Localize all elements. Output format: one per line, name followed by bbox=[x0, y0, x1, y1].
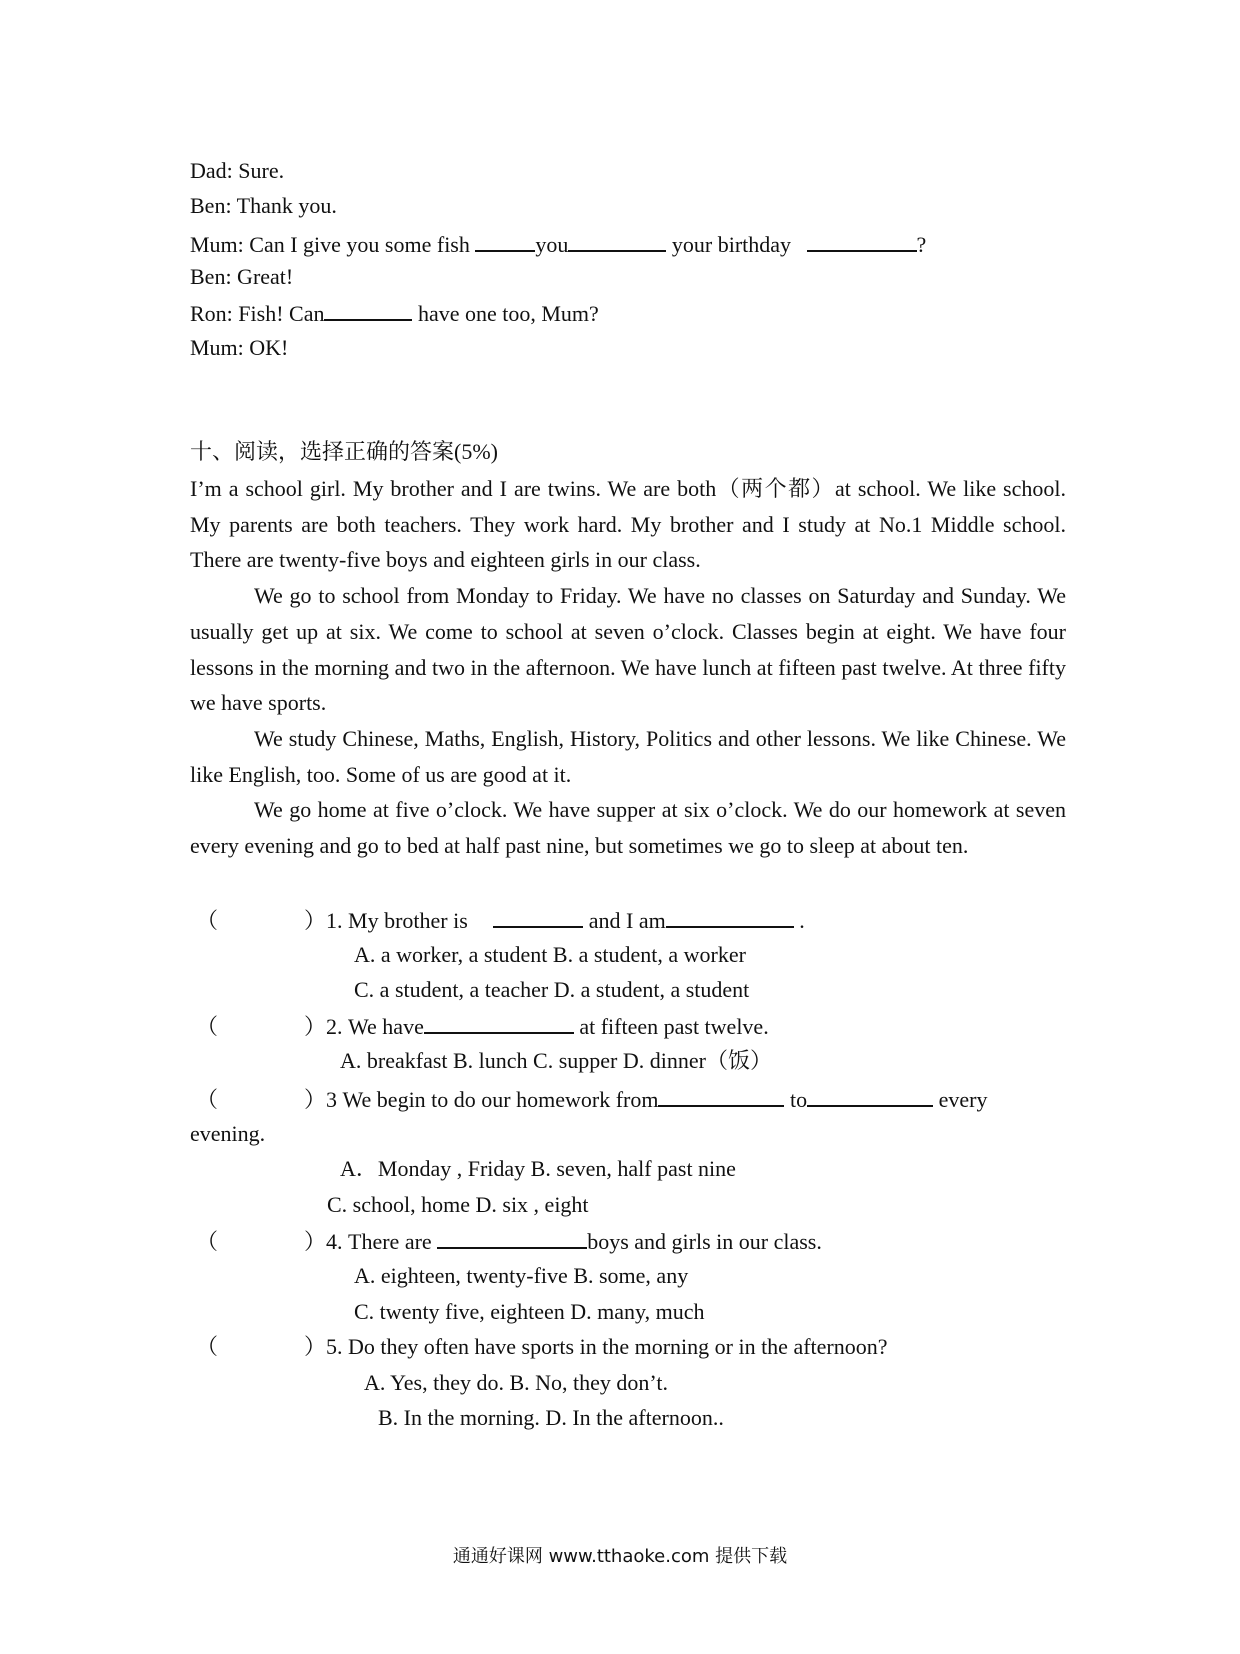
answer-blank[interactable] bbox=[475, 228, 535, 252]
answer-blank[interactable] bbox=[807, 1083, 933, 1107]
question-text: 3 We begin to do our homework from bbox=[326, 1087, 659, 1112]
question-text: . bbox=[793, 908, 805, 933]
question-text: 5. Do they often have sports in the morning or in the afternoon? bbox=[326, 1334, 888, 1359]
paren-open: （ bbox=[196, 908, 219, 933]
question-5-options-cd: B. In the morning. D. In the afternoon.. bbox=[378, 1405, 724, 1430]
question-text: 4. There are bbox=[326, 1229, 438, 1254]
question-text: at fifteen past twelve. bbox=[573, 1014, 769, 1039]
question-5-options-ab: A. Yes, they do. B. No, they don’t. bbox=[364, 1370, 668, 1395]
paren-close: ） bbox=[304, 1087, 327, 1112]
paren-open: （ bbox=[196, 1014, 219, 1039]
paren-open: （ bbox=[196, 1334, 219, 1359]
question-1-options-ab: A. a worker, a student B. a student, a worker bbox=[354, 942, 746, 967]
question-1-options-cd: C. a student, a teacher D. a student, a student bbox=[354, 977, 750, 1002]
dialogue-text: you bbox=[535, 232, 569, 257]
dialogue-line-mum-ok: Mum: OK! bbox=[190, 335, 289, 360]
answer-blank[interactable] bbox=[437, 1225, 587, 1249]
dialogue-line-mum-fish bbox=[190, 228, 926, 260]
dialogue-line-ben-thanks: Ben: Thank you. bbox=[190, 193, 337, 218]
dialogue-text: your birthday bbox=[666, 232, 797, 257]
page-footer: 通通好课网 www.tthaoke.com 提供下载 bbox=[452, 1546, 788, 1567]
dialogue-line-ron bbox=[190, 297, 599, 329]
answer-blank[interactable] bbox=[493, 904, 583, 928]
question-1 bbox=[196, 904, 805, 936]
reading-passage bbox=[190, 471, 1066, 864]
paren-close: ） bbox=[304, 1014, 327, 1039]
question-text: 2. We have bbox=[326, 1014, 424, 1039]
answer-blank[interactable] bbox=[324, 297, 412, 321]
question-2 bbox=[196, 1010, 769, 1042]
question-3 bbox=[196, 1083, 987, 1115]
question-text: boys and girls in our class. bbox=[587, 1229, 822, 1254]
answer-blank[interactable] bbox=[424, 1010, 574, 1034]
passage-paragraph: We study Chinese, Maths, English, History, Politics and other lessons. We like Chinese. We like English, too. Some of us are good at it. bbox=[190, 725, 1066, 787]
question-3-options-ab: A．Monday , Friday B. seven, half past nine bbox=[340, 1156, 736, 1181]
question-3-options-cd: C. school, home D. six , eight bbox=[327, 1192, 589, 1217]
answer-blank[interactable] bbox=[807, 228, 917, 252]
answer-blank[interactable] bbox=[666, 904, 794, 928]
paren-open: （ bbox=[196, 1087, 219, 1112]
question-text: 1. My brother is bbox=[326, 908, 474, 933]
paren-close: ） bbox=[304, 1229, 327, 1254]
answer-blank[interactable] bbox=[658, 1083, 784, 1107]
paren-close: ） bbox=[304, 908, 327, 933]
question-text: and I am bbox=[583, 908, 666, 933]
question-text: every bbox=[933, 1087, 988, 1112]
question-5 bbox=[196, 1332, 888, 1362]
passage-paragraph: We go to school from Monday to Friday. We have no classes on Saturday and Sunday. We usually get up at six. We come to school at seven o’clock. Classes begin at eight. We have four lessons in the morning and two in the afternoon. We have lunch at fifteen past twelve. At three fifty we have sports. bbox=[190, 583, 1066, 716]
passage-paragraph: We go home at five o’clock. We have supper at six o’clock. We do our homework at seven every evening and go to bed at half past nine, but sometimes we go to sleep at about ten. bbox=[190, 797, 1066, 859]
dialogue-text: ? bbox=[916, 232, 927, 257]
question-2-options: A. breakfast B. lunch C. supper D. dinner（饭） bbox=[340, 1048, 772, 1073]
question-3-continuation: evening. bbox=[190, 1121, 266, 1146]
answer-blank[interactable] bbox=[568, 228, 666, 252]
section-title: 十、阅读，选择正确的答案(5%) bbox=[190, 439, 498, 464]
passage-paragraph: I’m a school girl. My brother and I are twins. We are both（两个都）at school. We like school. My parents are both teachers. They work hard. My brother and I study at No.1 Middle school. There are twenty-five boys and eighteen girls in our class. bbox=[190, 476, 1066, 573]
question-text: to bbox=[784, 1087, 808, 1112]
dialogue-text: Mum: Can I give you some fish bbox=[190, 232, 476, 257]
dialogue-text: have one too, Mum? bbox=[412, 301, 599, 326]
question-4-options-cd: C. twenty five, eighteen D. many, much bbox=[354, 1299, 705, 1324]
dialogue-line-dad: Dad: Sure. bbox=[190, 158, 285, 183]
dialogue-text: Ron: Fish! Can bbox=[190, 301, 325, 326]
paren-open: （ bbox=[196, 1229, 219, 1254]
dialogue-line-ben-great: Ben: Great! bbox=[190, 264, 294, 289]
paren-close: ） bbox=[304, 1334, 327, 1359]
question-4 bbox=[196, 1225, 822, 1257]
question-4-options-ab: A. eighteen, twenty-five B. some, any bbox=[354, 1263, 689, 1288]
